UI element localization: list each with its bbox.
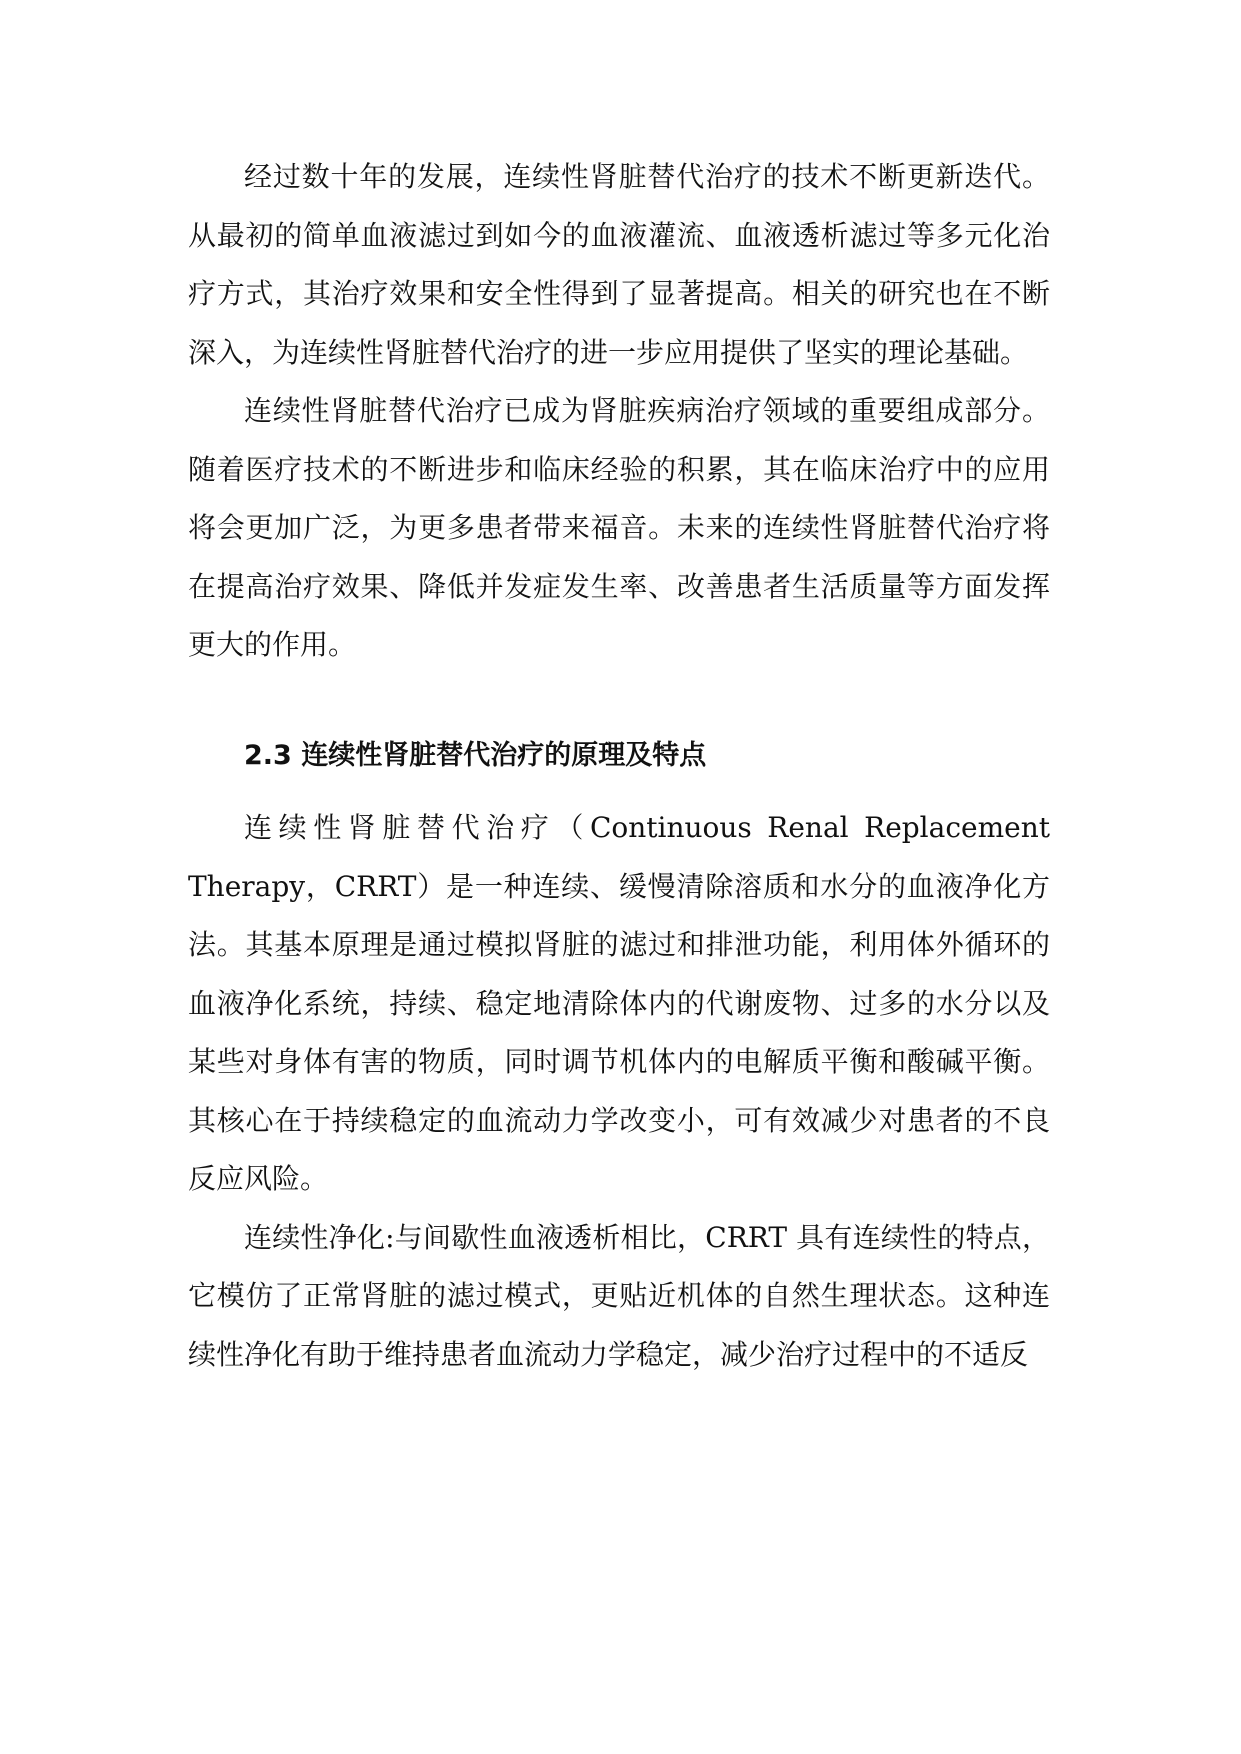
section-heading: 2.3 连续性肾脏替代治疗的原理及特点 [244, 739, 707, 771]
intro-paragraph-2: 连续性肾脏替代治疗已成为肾脏疾病治疗领域的重要组成部分。随着医疗技术的不断进步和临床经验的积累，其在临床治疗中的应用将会更加广泛，为更多患者带来福音。未来的连续性肾脏替代治疗将在提高治疗效果、降低并发症发生率、改善患者生活质量等方面发挥更大的作用。 [188, 394, 1050, 661]
section-paragraph-1: 连续性肾脏替代治疗（Continuous Renal Replacement Therapy，CRRT）是一种连续、缓慢清除溶质和水分的血液净化方法。其基本原理是通过模拟肾脏的滤过和排泄功能，利用体外循环的血液净化系统，持续、稳定地清除体内的代谢废物、过多的水分以及某些对身体有害的物质，同时调节机体内的电解质平衡和酸碱平衡。其核心在于持续稳定的血流动力学改变小，可有效减少对患者的不良反应风险。 [188, 811, 1050, 1195]
intro-paragraph-1: 经过数十年的发展，连续性肾脏替代治疗的技术不断更新迭代。从最初的简单血液滤过到如今的血液灌流、血液透析滤过等多元化治疗方式，其治疗效果和安全性得到了显著提高。相关的研究也在不断深入，为连续性肾脏替代治疗的进一步应用提供了坚实的理论基础。 [188, 160, 1050, 369]
section-paragraph-2: 连续性净化:与间歇性血液透析相比，CRRT 具有连续性的特点，它模仿了正常肾脏的滤过模式，更贴近机体的自然生理状态。这种连续性净化有助于维持患者血流动力学稳定，减少治疗过程中的不适反 [188, 1220, 1050, 1371]
document-body [188, 148, 1050, 1384]
